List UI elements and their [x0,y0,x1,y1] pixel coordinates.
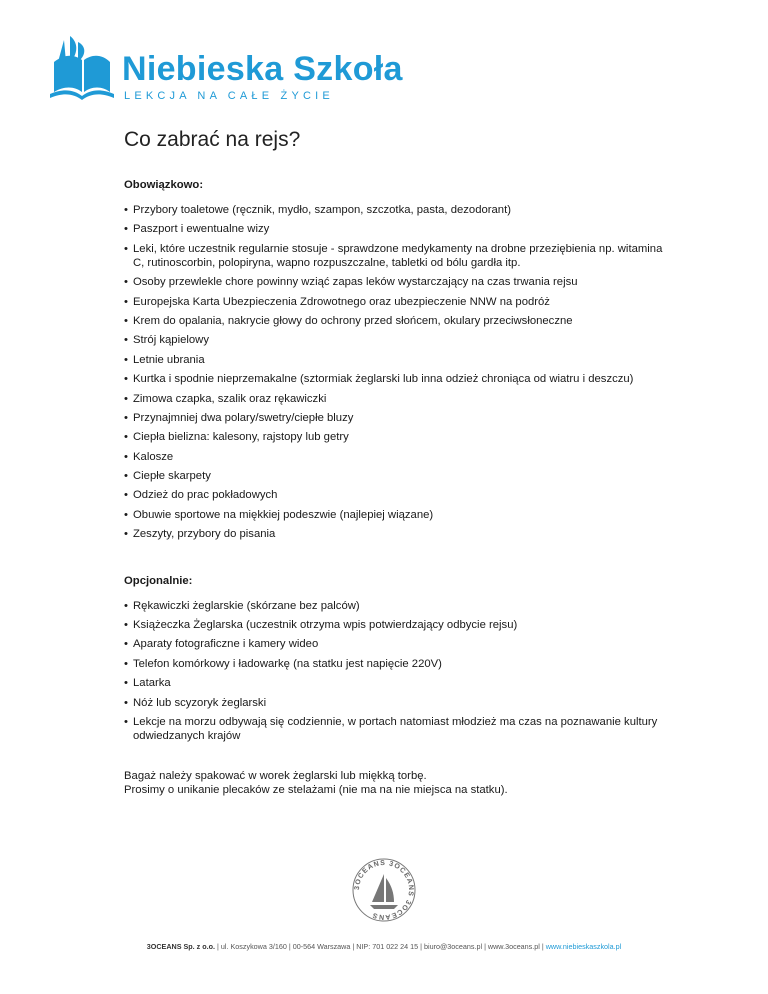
mandatory-list [124,203,664,541]
list-item: • Paszport i ewentualne wizy [124,222,664,236]
optional-heading: Opcjonalnie: [124,574,193,587]
list-item: • Obuwie sportowe na miękkiej podeszwie (najlepiej wiązane) [124,508,664,522]
list-item: • Odzież do prac pokładowych [124,488,664,502]
list-item: • Strój kąpielowy [124,333,664,347]
footer-website-link[interactable]: www.niebieskaszkola.pl [545,942,622,951]
brand-logo [44,32,404,107]
footer-address: ul. Koszykowa 3/160 | 00-564 Warszawa | NIP: 701 022 24 15 | biuro@3oceans.pl | www.3oceans.pl | [220,942,544,951]
page-title: Co zabrać na rejs? [124,128,301,151]
note-line-1: Bagaż należy spakować w worek żeglarski lub miękką torbę. [124,769,427,782]
optional-list [124,599,664,743]
list-item: • Kurtka i spodnie nieprzemakalne (sztormiak żeglarski lub inna odzież chroniąca od wiatru i deszczu) [124,372,664,386]
list-item: • Nóż lub scyzoryk żeglarski [124,696,664,710]
mandatory-heading: Obowiązkowo: [124,179,204,191]
list-item: • Letnie ubrania [124,353,664,367]
3oceans-seal-icon [350,856,418,924]
list-item: • Krem do opalania, nakrycie głowy do ochrony przed słońcem, okulary przeciwsłoneczne [124,314,664,328]
list-item: • Przynajmniej dwa polary/swetry/ciepłe bluzy [124,411,664,425]
list-item: • Zeszyty, przybory do pisania [124,527,664,541]
list-item: • Kalosze [124,450,664,464]
list-item: • Telefon komórkowy i ładowarkę (na statku jest napięcie 220V) [124,657,664,671]
list-item: • Aparaty fotograficzne i kamery wideo [124,637,664,651]
footer-company: 3OCEANS Sp. z o.o. [146,942,216,951]
list-item: • Książeczka Żeglarska (uczestnik otrzyma wpis potwierdzający odbycie rejsu) [124,618,664,632]
brand-tagline: LEKCJA NA CAŁE ŻYCIE [124,90,334,102]
list-item: • Latarka [124,676,664,690]
list-item: • Ciepła bielizna: kalesony, rajstopy lub getry [124,430,664,444]
list-item: • Przybory toaletowe (ręcznik, mydło, szampon, szczotka, pasta, dezodorant) [124,203,664,217]
list-item: • Zimowa czapka, szalik oraz rękawiczki [124,392,664,406]
list-item: • Ciepłe skarpety [124,469,664,483]
list-item: • Osoby przewlekle chore powinny wziąć zapas leków wystarczający na czas trwania rejsu [124,275,664,289]
seal-text: 3OCEANS 3OCEANS 3OCEANS [353,859,415,921]
packing-list [124,178,664,797]
book-ship-icon [44,32,116,104]
note-line-2: Prosimy o unikanie plecaków ze stelażami (nie ma na nie miejsca na statku). [124,783,508,796]
list-item: • Rękawiczki żeglarskie (skórzane bez palców) [124,599,664,613]
luggage-note [124,769,664,797]
brand-name: Niebieska Szkoła [122,50,403,88]
list-item: • Europejska Karta Ubezpieczenia Zdrowotnego oraz ubezpieczenie NNW na podróż [124,295,664,309]
list-item: • Lekcje na morzu odbywają się codziennie, w portach natomiast młodzież ma czas na poznawanie kultury odwiedzanych krajów [124,715,664,743]
list-item: • Leki, które uczestnik regularnie stosuje - sprawdzone medykamenty na drobne przeziębienia np. witamina C, rutinoscorbin, polopiryna, wapno rozpuszczalne, tabletki od bólu gardła itp. [124,242,664,270]
footer: 3OCEANS Sp. z o.o. | ul. Koszykowa 3/160 | 00-564 Warszawa | NIP: 701 022 24 15 | biuro@3oceans.pl | www.3oceans.pl | www.niebieskaszkola.pl [146,942,622,951]
svg-text:3OCEANS 3OCEANS 3OCEANS [354,860,414,920]
section-spacer [124,547,664,574]
